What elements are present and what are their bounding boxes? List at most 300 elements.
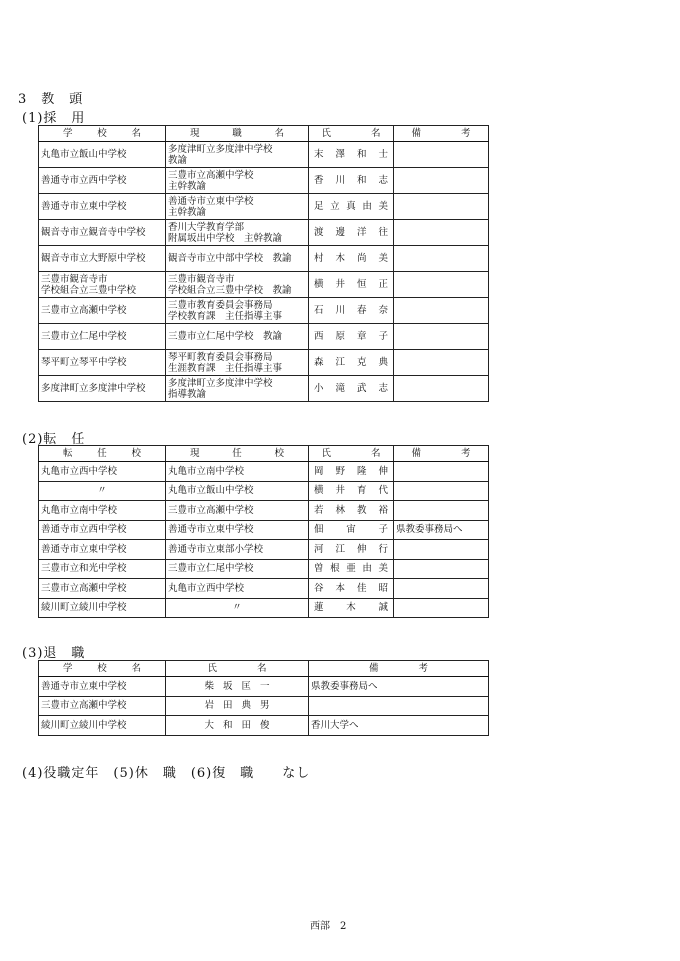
header-char: 備	[411, 128, 421, 139]
school-cell	[39, 142, 166, 168]
name-char: 本	[335, 582, 345, 594]
name-char: 子	[378, 331, 388, 342]
column-header	[309, 126, 394, 142]
transfer-from-cell	[166, 579, 309, 599]
name-char: 田	[222, 700, 233, 712]
name-char: 横	[314, 485, 324, 497]
school-cell	[39, 298, 166, 324]
person-name	[311, 563, 391, 574]
name-char: 美	[378, 563, 388, 575]
note-cell	[394, 501, 489, 521]
school-cell	[39, 168, 166, 194]
name-char: 洋	[356, 227, 367, 238]
cell-line: 学校組合立三豊中学校	[41, 284, 137, 296]
person-name-cell	[309, 324, 394, 350]
column-header-label	[311, 448, 391, 459]
name-char: 木	[346, 602, 356, 614]
school-cell	[39, 716, 166, 736]
name-char: 春	[356, 305, 367, 316]
current-position-cell	[166, 324, 309, 350]
person-name-cell	[309, 462, 394, 482]
cell-line: 主幹教諭	[168, 206, 207, 218]
column-header	[166, 661, 309, 677]
person-name-cell	[166, 716, 309, 736]
current-position-cell	[166, 246, 309, 272]
table-row	[39, 272, 489, 298]
tennin-title: (2)転 任	[22, 432, 86, 447]
note-cell: 香川大学へ	[309, 716, 489, 736]
school-cell	[39, 220, 166, 246]
cell-line: 三豊市立仁尾中学校 教諭	[168, 331, 283, 342]
cell-line: 観音寺市立観音寺中学校	[41, 227, 146, 238]
name-char: 子	[378, 524, 388, 536]
cell-line: 多度津町立多度津中学校	[168, 143, 273, 155]
transfer-to-cell	[39, 579, 166, 599]
table-row	[39, 194, 489, 220]
cell-line: 善通寺市立西中学校	[41, 175, 127, 186]
cell-line: 学校教育課 主任指導主事	[168, 310, 283, 322]
name-char: 江	[335, 543, 345, 555]
cell-line: 丸亀市立南中学校	[41, 504, 118, 516]
cell-line: 善通寺市立東中学校	[41, 201, 127, 212]
header-char: 校	[97, 663, 107, 674]
person-name-cell	[309, 220, 394, 246]
name-char: 西	[314, 331, 324, 342]
cell-line: 琴平町立琴平中学校	[41, 357, 127, 368]
name-char: 典	[378, 357, 388, 368]
person-name-cell	[309, 194, 394, 220]
person-name	[311, 305, 391, 316]
name-char: 柴	[204, 680, 214, 692]
table-row	[39, 520, 489, 540]
note-cell: 県教委事務局へ	[309, 677, 489, 697]
cell-line: 観音寺市立中部中学校 教諭	[168, 253, 292, 264]
name-char: 誠	[378, 602, 388, 614]
name-char: 行	[378, 543, 388, 555]
note-cell: 県教委事務局へ	[394, 520, 489, 540]
header-char: 氏	[321, 448, 331, 459]
table-row	[39, 677, 489, 697]
table-row	[39, 540, 489, 560]
person-name-cell	[166, 677, 309, 697]
note-cell	[394, 540, 489, 560]
table-row	[39, 501, 489, 521]
person-name	[168, 681, 306, 692]
table-row	[39, 598, 489, 618]
school-cell	[39, 194, 166, 220]
name-char: 匡	[241, 680, 252, 692]
name-char: 章	[356, 331, 367, 342]
school-cell	[39, 272, 166, 298]
name-char: 足	[314, 201, 324, 212]
name-char: 井	[335, 279, 345, 290]
current-position-cell	[166, 350, 309, 376]
taishoku-table	[38, 660, 489, 736]
note-cell	[394, 481, 489, 501]
taishoku-title: (3)退 職	[22, 646, 86, 661]
name-char: 士	[378, 149, 388, 160]
name-char: 俊	[260, 719, 270, 731]
transfer-to-cell	[39, 481, 166, 501]
cell-line: 〃	[232, 602, 242, 614]
name-char: 木	[335, 253, 345, 264]
name-char: 横	[314, 279, 324, 290]
transfer-to-cell	[39, 501, 166, 521]
name-char: 正	[378, 279, 388, 290]
column-header	[309, 661, 489, 677]
column-header	[394, 446, 489, 462]
table-row	[39, 220, 489, 246]
transfer-to-cell	[39, 520, 166, 540]
table-row	[39, 298, 489, 324]
header-char: 考	[461, 128, 471, 139]
header-char: 名	[257, 663, 267, 674]
person-name	[311, 466, 391, 477]
transfer-from-cell	[166, 559, 309, 579]
name-char: 蓮	[314, 602, 324, 614]
name-char: 谷	[314, 582, 324, 594]
table-row	[39, 481, 489, 501]
cell-line: 学校組合立三豊中学校 教諭	[168, 284, 292, 296]
cell-line: 善通寺市立東中学校	[41, 680, 127, 692]
header-char: 任	[97, 448, 107, 459]
person-name-cell	[309, 559, 394, 579]
header-char: 職	[232, 128, 242, 139]
transfer-to-cell	[39, 462, 166, 482]
name-char: 大	[204, 719, 214, 731]
name-char: 教	[356, 504, 367, 516]
column-header-label	[396, 448, 486, 459]
column-header	[166, 446, 309, 462]
note-cell	[394, 462, 489, 482]
name-char: 小	[314, 383, 324, 394]
school-cell	[39, 324, 166, 350]
table-row	[39, 579, 489, 599]
name-char: 林	[335, 504, 345, 516]
header-char: 備	[368, 663, 379, 674]
name-char: 由	[362, 563, 372, 575]
transfer-from-cell	[166, 540, 309, 560]
school-cell	[39, 696, 166, 716]
person-name-cell	[309, 481, 394, 501]
name-char: 美	[378, 201, 388, 212]
header-char: 現	[190, 448, 200, 459]
cell-line: 三豊市教育委員会事務局	[168, 299, 273, 311]
page-footer: 西部 2	[310, 921, 347, 932]
header-char: 氏	[207, 663, 217, 674]
cell-line: 三豊市立高瀬中学校	[41, 582, 127, 594]
person-name-cell	[309, 246, 394, 272]
column-header	[394, 126, 489, 142]
name-char: 根	[330, 563, 340, 575]
person-name	[311, 485, 391, 496]
name-char: 澤	[335, 149, 345, 160]
column-header-label	[41, 128, 163, 139]
person-name	[311, 175, 391, 186]
name-char: 育	[356, 485, 367, 497]
tennin-table	[38, 445, 489, 618]
header-char: 名	[131, 663, 141, 674]
name-char: 立	[330, 201, 340, 212]
person-name-cell	[309, 540, 394, 560]
name-char: 志	[378, 175, 388, 186]
name-char: 川	[335, 175, 345, 186]
column-header	[39, 126, 166, 142]
person-name-cell	[309, 350, 394, 376]
cell-line: 生涯教育課 主任指導主事	[168, 362, 283, 374]
cell-line: 綾川町立綾川中学校	[41, 719, 127, 731]
note-cell	[394, 559, 489, 579]
name-char: 昭	[378, 582, 388, 594]
table-row	[39, 168, 489, 194]
note-cell	[394, 168, 489, 194]
person-name-cell	[309, 168, 394, 194]
name-char: 江	[335, 357, 345, 368]
cell-line: 主幹教諭	[168, 180, 207, 192]
name-char: 野	[335, 465, 345, 477]
name-char: 坂	[222, 680, 233, 692]
cell-line: 善通寺市立東部小学校	[168, 543, 264, 555]
table-row	[39, 142, 489, 168]
column-header-label	[168, 128, 306, 139]
column-header-label	[311, 663, 486, 674]
name-char: 武	[356, 383, 367, 394]
name-char: 和	[356, 149, 367, 160]
name-char: 岩	[204, 700, 214, 712]
header-char: 校	[131, 448, 141, 459]
person-name	[311, 149, 391, 160]
name-char: 川	[335, 305, 345, 316]
cell-line: 丸亀市立西中学校	[168, 582, 245, 594]
name-char: 岡	[314, 465, 324, 477]
cell-line: 三豊市立高瀬中学校	[168, 504, 254, 516]
person-name	[168, 720, 306, 731]
cell-line: 多度津町立多度津中学校	[168, 377, 273, 389]
current-position-cell	[166, 168, 309, 194]
current-position-cell	[166, 194, 309, 220]
cell-line: 三豊市立高瀬中学校	[41, 305, 127, 316]
header-char: 学	[63, 128, 73, 139]
cell-line: 善通寺市立西中学校	[41, 524, 127, 536]
cell-line: 丸亀市立西中学校	[41, 465, 118, 477]
school-cell	[39, 246, 166, 272]
column-header-label	[168, 448, 306, 459]
column-header	[39, 661, 166, 677]
person-name-cell	[309, 376, 394, 402]
column-header-label	[41, 663, 163, 674]
cell-line: 善通寺市立東中学校	[168, 195, 254, 207]
name-char: 佳	[356, 582, 367, 594]
note-cell	[394, 579, 489, 599]
header-char: 転	[63, 448, 73, 459]
name-char: 美	[378, 253, 388, 264]
cell-line: 三豊市観音寺市	[41, 273, 108, 285]
name-char: 男	[260, 700, 270, 712]
cell-line: 綾川町立綾川中学校	[41, 602, 127, 614]
header-char: 備	[411, 448, 421, 459]
name-char: 若	[314, 504, 324, 516]
school-cell	[39, 376, 166, 402]
name-char: 宙	[346, 524, 356, 536]
person-name	[311, 383, 391, 394]
cell-line: 多度津町立多度津中学校	[41, 383, 146, 394]
transfer-from-cell	[166, 462, 309, 482]
transfer-from-cell	[166, 520, 309, 540]
header-char: 考	[418, 663, 429, 674]
name-char: 代	[378, 485, 388, 497]
header-char: 学	[63, 663, 73, 674]
cell-line: 三豊市立高瀬中学校	[168, 169, 254, 181]
name-char: 克	[356, 357, 367, 368]
cell-line: 三豊市立和光中学校	[41, 563, 127, 575]
note-cell	[394, 324, 489, 350]
name-char: 井	[335, 485, 345, 497]
person-name	[311, 227, 391, 238]
cell-line: 〃	[97, 485, 107, 497]
saiyo-title: (1)採 用	[22, 111, 86, 126]
column-header	[39, 446, 166, 462]
name-char: 森	[314, 357, 324, 368]
person-name	[311, 544, 391, 555]
section-title: 3 教 頭	[18, 92, 84, 107]
current-position-cell	[166, 272, 309, 298]
table-row	[39, 376, 489, 402]
name-char: 田	[241, 719, 252, 731]
note-cell	[394, 598, 489, 618]
cell-line: 三豊市立仁尾中学校	[168, 563, 254, 575]
note-cell	[394, 350, 489, 376]
note-cell	[394, 246, 489, 272]
column-header-label	[41, 448, 163, 459]
note-cell	[394, 298, 489, 324]
header-char: 現	[190, 128, 200, 139]
name-char: 曽	[314, 563, 324, 575]
name-char: 佃	[314, 524, 324, 536]
note-cell	[309, 696, 489, 716]
column-header-label	[168, 663, 306, 674]
transfer-from-cell	[166, 481, 309, 501]
table-row	[39, 716, 489, 736]
cell-line: 丸亀市立飯山中学校	[168, 485, 254, 497]
current-position-cell	[166, 376, 309, 402]
table-row	[39, 246, 489, 272]
transfer-to-cell	[39, 598, 166, 618]
column-header	[166, 126, 309, 142]
person-name-cell	[309, 579, 394, 599]
transfer-from-cell	[166, 501, 309, 521]
header-char: 校	[97, 128, 107, 139]
cell-line: 琴平町教育委員会事務局	[168, 351, 273, 363]
name-char: 尚	[356, 253, 367, 264]
current-position-cell	[166, 142, 309, 168]
header-char: 任	[232, 448, 242, 459]
name-char: 往	[378, 227, 388, 238]
name-char: 末	[314, 149, 324, 160]
column-header	[309, 446, 394, 462]
cell-line: 善通寺市立東中学校	[168, 524, 254, 536]
person-name-cell	[309, 520, 394, 540]
table-row	[39, 696, 489, 716]
name-char: 真	[346, 201, 356, 212]
person-name	[311, 524, 391, 535]
note-cell	[394, 194, 489, 220]
person-name	[311, 331, 391, 342]
name-char: 志	[378, 383, 388, 394]
person-name	[311, 583, 391, 594]
header-char: 氏	[321, 128, 331, 139]
name-char: 典	[241, 700, 252, 712]
name-char: 裕	[378, 504, 388, 516]
person-name	[311, 602, 391, 613]
cell-line: 香川大学教育学部	[168, 221, 245, 233]
school-cell	[39, 677, 166, 697]
name-char: 原	[335, 331, 345, 342]
other-line: (4)役職定年 (5)休 職 (6)復 職 なし	[22, 766, 311, 781]
name-char: 渡	[314, 227, 324, 238]
name-char: 奈	[378, 305, 388, 316]
person-name-cell	[166, 696, 309, 716]
person-name	[311, 357, 391, 368]
cell-line: 三豊市観音寺市	[168, 273, 235, 285]
cell-line: 善通寺市立東中学校	[41, 543, 127, 555]
person-name	[168, 700, 306, 711]
name-char: 香	[314, 175, 324, 186]
note-cell	[394, 376, 489, 402]
name-char: 恒	[356, 279, 367, 290]
column-header-label	[311, 128, 391, 139]
name-char: 亜	[346, 563, 356, 575]
table-row	[39, 559, 489, 579]
name-char: 滝	[335, 383, 345, 394]
person-name-cell	[309, 142, 394, 168]
cell-line: 丸亀市立飯山中学校	[41, 149, 127, 160]
name-char: 一	[260, 680, 270, 692]
transfer-to-cell	[39, 540, 166, 560]
note-cell	[394, 220, 489, 246]
table-row	[39, 350, 489, 376]
header-char: 名	[131, 128, 141, 139]
header-char: 名	[371, 448, 381, 459]
person-name	[311, 505, 391, 516]
current-position-cell	[166, 298, 309, 324]
person-name	[311, 253, 391, 264]
name-char: 和	[356, 175, 367, 186]
saiyo-table	[38, 125, 489, 402]
cell-line: 教諭	[168, 154, 188, 166]
cell-line: 三豊市立仁尾中学校	[41, 331, 127, 342]
name-char: 村	[314, 253, 324, 264]
name-char: 和	[222, 719, 233, 731]
person-name-cell	[309, 298, 394, 324]
person-name-cell	[309, 501, 394, 521]
table-row	[39, 462, 489, 482]
name-char: 石	[314, 305, 324, 316]
name-char: 由	[362, 201, 372, 212]
header-char: 考	[461, 448, 471, 459]
person-name	[311, 279, 391, 290]
name-char: 伸	[378, 465, 388, 477]
name-char: 河	[314, 543, 324, 555]
current-position-cell	[166, 220, 309, 246]
person-name-cell	[309, 598, 394, 618]
cell-line: 指導教諭	[168, 388, 207, 400]
header-char: 名	[371, 128, 381, 139]
person-name	[311, 201, 391, 212]
transfer-from-cell	[166, 598, 309, 618]
cell-line: 三豊市立高瀬中学校	[41, 700, 127, 712]
note-cell	[394, 142, 489, 168]
header-char: 校	[274, 448, 284, 459]
